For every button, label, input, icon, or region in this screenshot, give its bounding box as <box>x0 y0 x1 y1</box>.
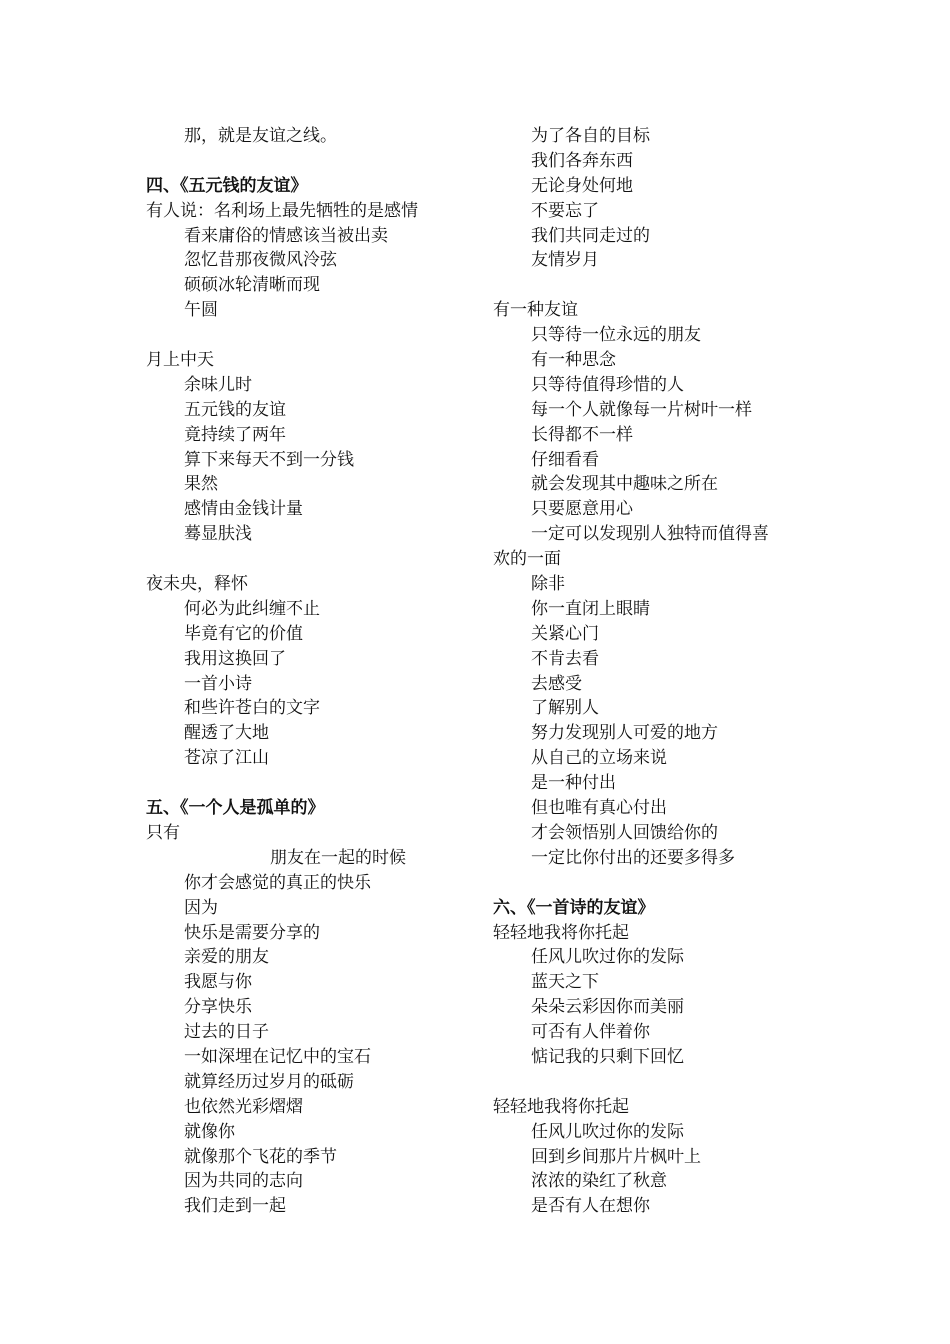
section-heading: 五、《一个人是孤单的》 <box>146 798 325 819</box>
text-line: 就算经历过岁月的砥砺 <box>184 1071 354 1092</box>
text-line: 回到乡间那片片枫叶上 <box>531 1146 701 1167</box>
stanza-gap <box>146 323 486 348</box>
text-line: 一如深埋在记忆中的宝石 <box>184 1046 371 1067</box>
right-column <box>493 124 823 1219</box>
text-line: 有一种友谊 <box>493 300 578 321</box>
text-line: 欢的一面 <box>493 549 561 570</box>
text-line: 不肯去看 <box>531 648 599 669</box>
text-line: 看来庸俗的情感该当被出卖 <box>184 225 388 246</box>
text-line: 惦记我的只剩下回忆 <box>531 1046 684 1067</box>
text-line: 除非 <box>531 574 565 595</box>
stanza-gap <box>146 149 486 174</box>
stanza-gap <box>146 771 486 796</box>
text-line: 朵朵云彩因你而美丽 <box>531 997 684 1018</box>
text-line: 不要忘了 <box>531 200 599 221</box>
text-line: 长得都不一样 <box>531 424 633 445</box>
text-line: 了解别人 <box>531 698 599 719</box>
text-line: 快乐是需要分享的 <box>184 922 320 943</box>
text-line: 无论身处何地 <box>531 175 633 196</box>
text-line: 只要愿意用心 <box>531 499 633 520</box>
text-line: 分享快乐 <box>184 997 252 1018</box>
text-line: 蓝天之下 <box>531 972 599 993</box>
text-line: 轻轻地我将你托起 <box>493 922 629 943</box>
text-line: 才会领悟别人回馈给你的 <box>531 822 718 843</box>
text-line: 余味儿时 <box>184 374 252 395</box>
text-line: 浓浓的染红了秋意 <box>531 1171 667 1192</box>
section-heading: 四、《五元钱的友谊》 <box>146 175 308 196</box>
text-line: 但也唯有真心付出 <box>531 798 667 819</box>
text-line: 轻轻地我将你托起 <box>493 1096 629 1117</box>
text-line: 蓦显肤浅 <box>184 524 252 545</box>
text-line: 算下来每天不到一分钱 <box>184 449 354 470</box>
text-line: 你一直闭上眼睛 <box>531 598 650 619</box>
text-line: 醒透了大地 <box>184 723 269 744</box>
left-column <box>146 124 486 1219</box>
text-line: 任风儿吹过你的发际 <box>531 1121 684 1142</box>
stanza-gap <box>146 547 486 572</box>
text-line: 就像你 <box>184 1121 235 1142</box>
stanza-gap <box>493 871 823 896</box>
text-line: 就会发现其中趣味之所在 <box>531 474 718 495</box>
text-line: 一定可以发现别人独特而值得喜 <box>531 524 769 545</box>
text-line: 有人说：名利场上最先牺牲的是感情 <box>146 200 418 221</box>
text-line: 果然 <box>184 474 218 495</box>
text-line: 就像那个飞花的季节 <box>184 1146 337 1167</box>
text-line: 因为共同的志向 <box>184 1171 303 1192</box>
text-line: 忽忆昔那夜微风泠弦 <box>184 250 337 271</box>
text-line: 是一种付出 <box>531 773 616 794</box>
text-line: 我们各奔东西 <box>531 150 633 171</box>
text-line: 去感受 <box>531 673 582 694</box>
text-line: 夜未央，释怀 <box>146 574 248 595</box>
stanza-gap <box>493 1070 823 1095</box>
text-line: 有一种思念 <box>531 350 616 371</box>
text-line: 是否有人在想你 <box>531 1196 650 1217</box>
text-line: 朋友在一起的时候 <box>270 847 406 868</box>
text-line: 毕竟有它的价值 <box>184 623 303 644</box>
text-line: 任风儿吹过你的发际 <box>531 947 684 968</box>
text-line: 因为 <box>184 897 218 918</box>
text-line: 从自己的立场来说 <box>531 748 667 769</box>
text-line: 也依然光彩熠熠 <box>184 1096 303 1117</box>
text-line: 为了各自的目标 <box>531 126 650 146</box>
text-line: 可否有人伴着你 <box>531 1022 650 1043</box>
text-line: 仔细看看 <box>531 449 599 470</box>
text-line: 月上中天 <box>146 350 214 371</box>
text-line: 只等待一位永远的朋友 <box>531 325 701 346</box>
stanza-gap <box>493 273 823 298</box>
text-line: 我愿与你 <box>184 972 252 993</box>
text-line: 你才会感觉的真正的快乐 <box>184 872 371 893</box>
text-line: 和些许苍白的文字 <box>184 698 320 719</box>
text-line: 那，就是友谊之线。 <box>184 126 337 146</box>
text-line: 我们共同走过的 <box>531 225 650 246</box>
text-line: 一定比你付出的还要多得多 <box>531 847 735 868</box>
text-line: 友情岁月 <box>531 250 599 271</box>
text-line: 关紧心门 <box>531 623 599 644</box>
text-line: 过去的日子 <box>184 1022 269 1043</box>
text-line: 亲爱的朋友 <box>184 947 269 968</box>
text-line: 何必为此纠缠不止 <box>184 598 320 619</box>
text-line: 我用这换回了 <box>184 648 286 669</box>
text-line: 硕硕冰轮清晰而现 <box>184 275 320 296</box>
section-heading: 六、《一首诗的友谊》 <box>493 897 655 918</box>
text-line: 努力发现别人可爱的地方 <box>531 723 718 744</box>
text-line: 我们走到一起 <box>184 1196 286 1217</box>
text-line: 五元钱的友谊 <box>184 399 286 420</box>
text-line: 每一个人就像每一片树叶一样 <box>531 399 752 420</box>
text-line: 只有 <box>146 822 180 843</box>
text-line: 感情由金钱计量 <box>184 499 303 520</box>
text-line: 午圆 <box>184 300 218 321</box>
text-line: 苍凉了江山 <box>184 748 269 769</box>
text-line: 一首小诗 <box>184 673 252 694</box>
text-line: 只等待值得珍惜的人 <box>531 374 684 395</box>
text-line: 竟持续了两年 <box>184 424 286 445</box>
